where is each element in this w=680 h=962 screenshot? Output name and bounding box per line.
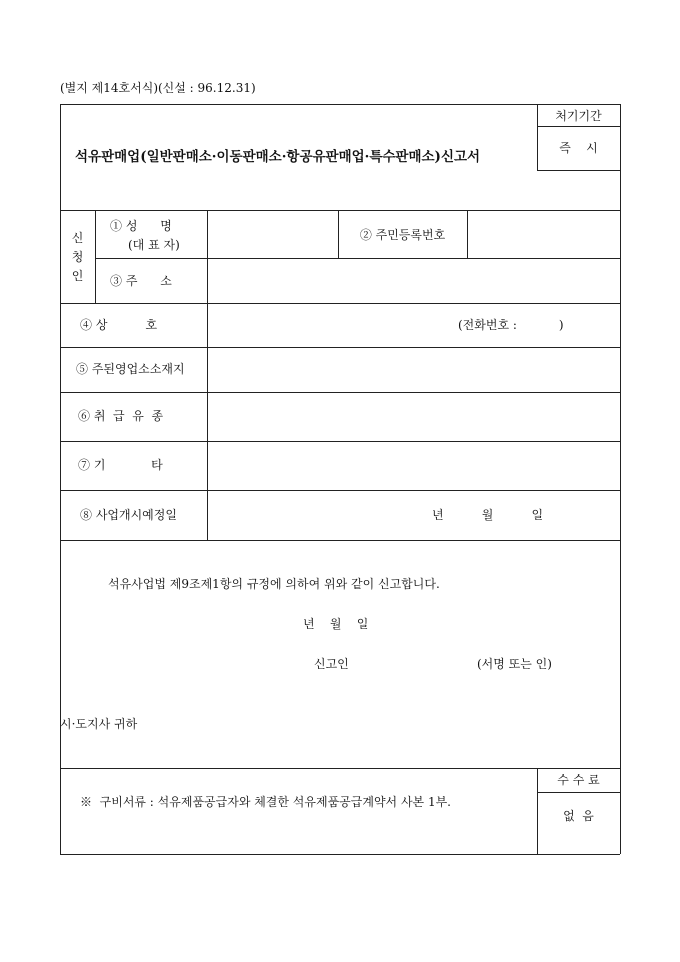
fee-box-mid [537, 792, 620, 793]
fee-label: 수 수 료 [557, 773, 600, 787]
trade-name-label: ④ 상 호 [80, 318, 158, 332]
declaration-date: 년 월 일 [303, 617, 369, 631]
main-office-label: ⑤ 주된영업소소재지 [76, 362, 185, 376]
attachment-note: ※ 구비서류 : 석유제품공급자와 체결한 석유제품공급계약서 사본 1부. [80, 795, 451, 809]
phone-label: (전화번호 : ) [458, 318, 564, 332]
row-line [95, 258, 620, 259]
row-line [60, 303, 620, 304]
regno-label: ② 주민등록번호 [359, 228, 446, 242]
form-title: 석유판매업(일반판매소·이동판매소·항공유판매업·특수판매소)신고서 [75, 149, 481, 165]
row-line [60, 347, 620, 348]
row-line [60, 768, 620, 769]
frame-bottom [60, 854, 620, 855]
form-id: (별지 제14호서식)(신설 : 96.12.31) [60, 81, 256, 95]
signature-label: (서명 또는 인) [477, 657, 552, 671]
address-label: ③ 주 소 [110, 274, 172, 288]
applicant-group-char: 신 [71, 231, 84, 245]
col-line [467, 210, 468, 258]
name-label: ① 성 명 [110, 219, 172, 233]
declaration-text: 석유사업법 제9조제1항의 규정에 의하여 위와 같이 신고합니다. [108, 577, 440, 591]
col-line [95, 210, 96, 303]
processing-period-label: 처기기간 [555, 109, 602, 123]
start-date-label: ⑧ 사업개시예정일 [80, 508, 177, 522]
processing-period-value: 즉 시 [559, 141, 598, 155]
reporter-label: 신고인 [314, 657, 349, 671]
start-date-value: 년 월 일 [432, 508, 544, 522]
applicant-group-char: 청 [71, 250, 84, 264]
frame-top [60, 104, 620, 105]
oil-type-label: ⑥ 취 급 유 종 [78, 409, 164, 423]
row-line [60, 441, 620, 442]
fee-value: 없 음 [563, 809, 594, 823]
col-line [207, 210, 208, 540]
recipient: 시·도지사 귀하 [60, 717, 138, 731]
row-line [60, 490, 620, 491]
row-line [60, 392, 620, 393]
applicant-group-char: 인 [71, 269, 84, 283]
period-box-mid [537, 126, 620, 127]
frame-left [60, 104, 61, 854]
row-line [60, 540, 620, 541]
row-line [60, 210, 620, 211]
other-label: ⑦ 기 타 [78, 458, 163, 472]
frame-right [620, 104, 621, 854]
period-box-bottom [537, 170, 620, 171]
name-sublabel: (대 표 자) [128, 238, 180, 252]
